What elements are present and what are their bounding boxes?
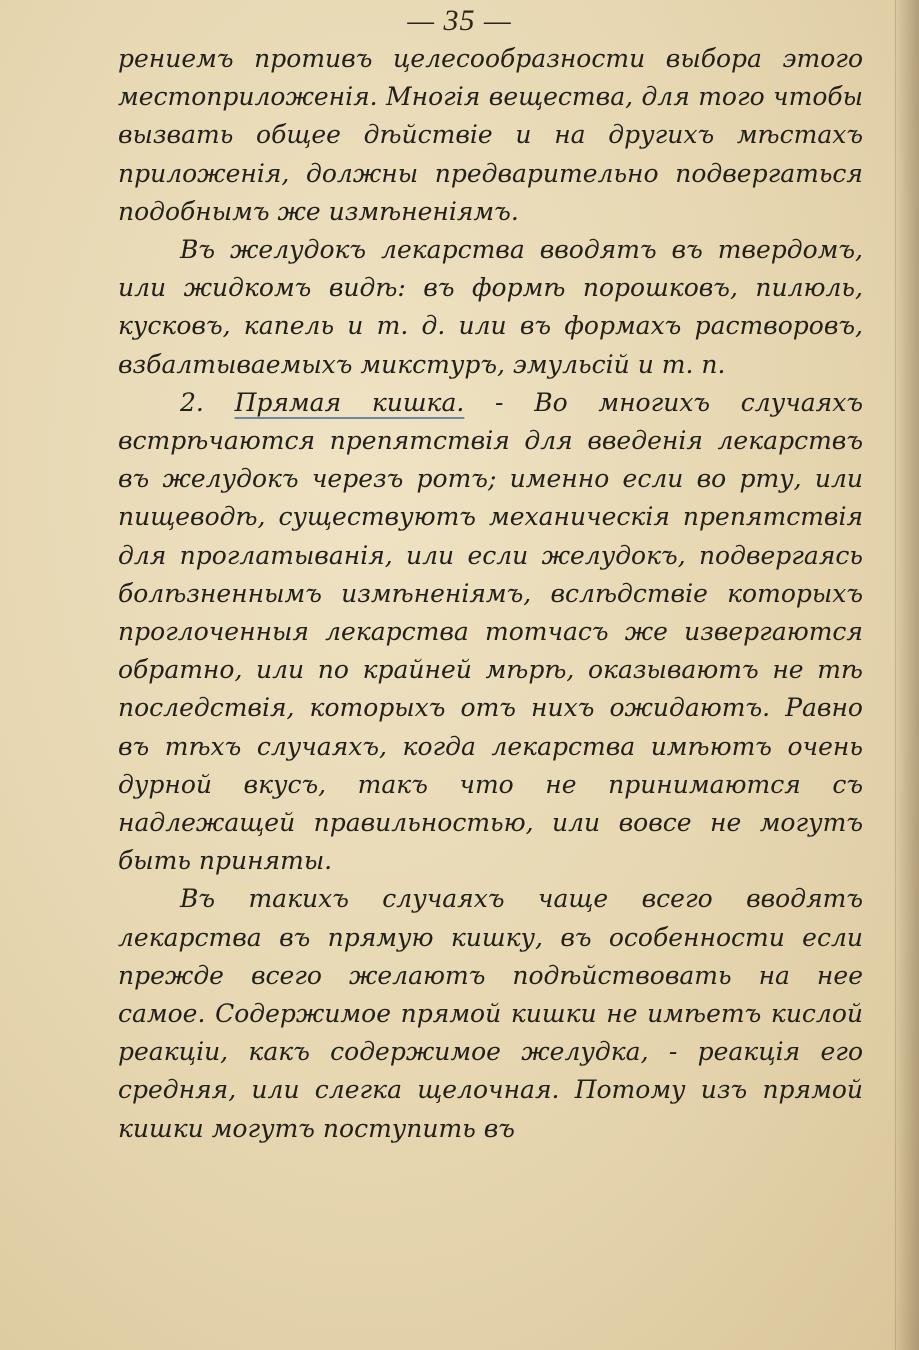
- section-heading: Прямая кишка.: [234, 387, 465, 417]
- section-number: 2.: [180, 387, 204, 417]
- paragraph-3: [118, 384, 863, 881]
- paragraph-4: Въ такихъ случаяхъ чаще всего вводятъ лекарства въ прямую кишку, въ особенности если прежде всего желаютъ подѣйствовать на нее самое. Содержимое прямой кишки не имѣетъ кислой реакціи, какъ содержимое желудка, - реакція его средняя, или слегка щелочная. Потому изъ прямой кишки могутъ поступить въ: [118, 884, 863, 1143]
- paragraph-3-text: - Во многихъ случаяхъ встрѣчаются препятствія для введенія лекарствъ въ желудокъ черезъ ротъ; именно если во рту, или пищеводѣ, существуютъ механическія препятствія для проглатыванія, или если желудокъ, подвергаясь болѣзненнымъ измѣненіямъ, вслѣдствіе которыхъ проглоченныя лекарства тотчасъ же извергаются обратно, или по крайней мѣрѣ, оказываютъ не тѣ последствія, которыхъ отъ нихъ ожидаютъ. Равно въ тѣхъ случаяхъ, когда лекарства имѣютъ очень дурной вкусъ, такъ что не принимаются съ надлежащей правильностью, или вовсе не могутъ быть приняты.: [118, 387, 863, 876]
- manuscript-text: [118, 40, 863, 1148]
- paragraph-1: рениемъ противъ целесообразности выбора этого местоприложенія. Многія вещества, для того чтобы вызвать общее дѣйствіе и на другихъ мѣстахъ приложенія, должны предварительно подвергаться подобнымъ же измѣненіямъ.: [118, 44, 863, 226]
- paragraph-2: Въ желудокъ лекарства вводятъ въ твердомъ, или жидкомъ видѣ: въ формѣ порошковъ, пилюль, кусковъ, капель и т. д. или въ формахъ растворовъ, взбалтываемыхъ микстуръ, эмульсій и т. п.: [118, 235, 863, 379]
- page-edge-shadow: [893, 0, 919, 1350]
- page-number: — 35 —: [407, 4, 512, 37]
